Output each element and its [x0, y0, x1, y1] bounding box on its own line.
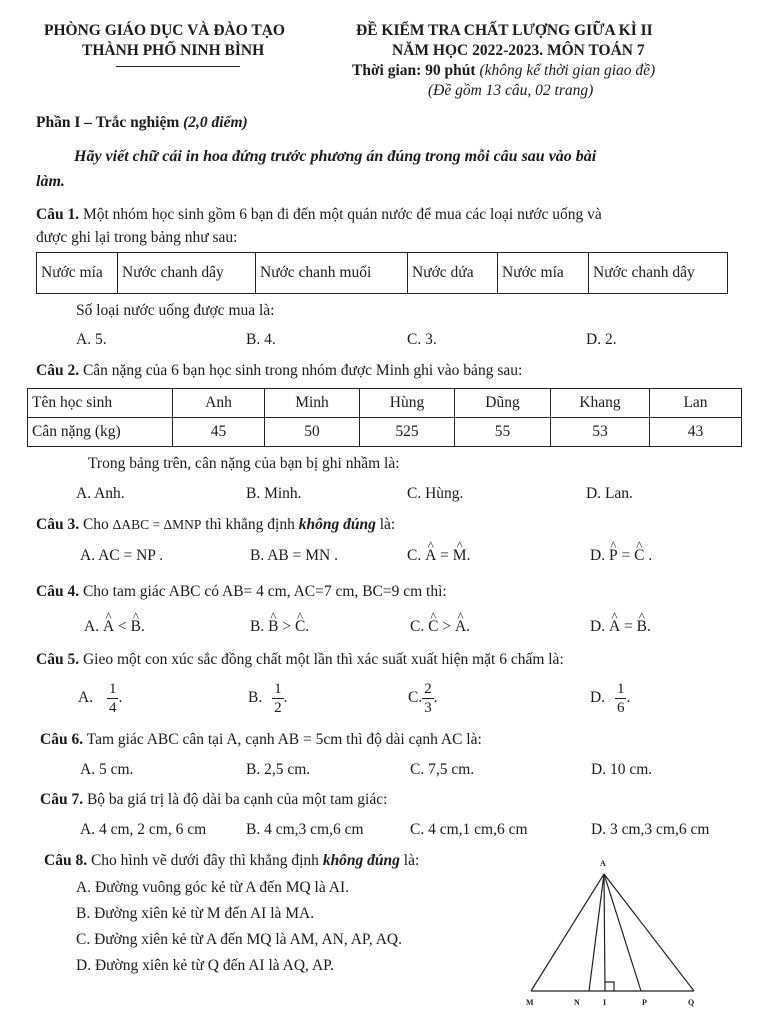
q8-option-d: D. Đường xiên kẻ từ Q đến AI là AQ, AP.: [76, 957, 334, 974]
org-line-2: THÀNH PHỐ NINH BÌNH: [82, 42, 265, 59]
exam-time-label: Thời gian: 90 phút: [352, 62, 476, 79]
table-cell: Nước dứa: [408, 253, 498, 294]
q5-option-c-letter: C.: [408, 689, 423, 707]
label-p: P: [642, 998, 647, 1007]
table-cell: Hùng: [360, 389, 455, 418]
q4-option-b: B. ^ B > ^ C.: [250, 618, 309, 636]
q3-option-a: A. AC = NP .: [80, 547, 164, 564]
right-angle-mark: [605, 982, 614, 991]
q7-option-b: B. 4 cm,3 cm,6 cm: [246, 821, 364, 838]
denominator: 6: [616, 700, 625, 716]
q1-drinks-table: [36, 252, 728, 294]
q3-option-c-letter: C.: [407, 547, 422, 564]
label-a: A: [600, 859, 606, 868]
segment-ap: [604, 874, 641, 991]
q4-option-b-letter: B.: [250, 618, 265, 635]
relation: >: [442, 618, 452, 635]
table-cell: 45: [173, 418, 265, 447]
q4-text: [36, 583, 447, 601]
q8-label: Câu 8.: [44, 852, 88, 869]
q5-option-b: B. $\frac{1}{2}$ .: [248, 681, 288, 716]
q4-option-a-letter: A.: [84, 618, 100, 635]
q1-text: Một nhóm học sinh gồm 6 bạn đi đến một quán nước để mua các loại nước uống và: [82, 206, 602, 223]
section-instruction-line-2: làm.: [36, 173, 65, 190]
q7-text: [40, 791, 387, 809]
q1-option-d: D. 2.: [586, 331, 617, 348]
q7-label: Câu 7.: [40, 791, 84, 808]
q8-option-a: A. Đường vuông góc kẻ từ A đến MQ là AI.: [76, 879, 349, 896]
q1-text-line-2: được ghi lại trong bảng như sau:: [36, 229, 238, 246]
section-title-label: Phần I – Trắc nghiệm: [36, 114, 180, 131]
exam-title: ĐỀ KIỂM TRA CHẤT LƯỢNG GIỮA KÌ II: [356, 22, 653, 39]
org-underline: [116, 66, 240, 67]
q7-question: Bộ ba giá trị là độ dài ba cạnh của một tam giác:: [86, 791, 388, 808]
relation: <: [118, 618, 127, 635]
angle-a: ^ A: [425, 547, 436, 565]
angle-p: ^ P: [609, 547, 618, 565]
exam-pages-note: (Đề gồm 13 câu, 02 trang): [428, 82, 594, 99]
q4-option-a: A. ^ A < ^ B.: [84, 618, 145, 636]
section-instruction-line-1: Hãy viết chữ cái in hoa đứng trước phương án đúng trong mỗi câu sau vào bài: [74, 148, 597, 165]
org-line-1: PHÒNG GIÁO DỤC VÀ ĐÀO TẠO: [44, 22, 285, 39]
numerator: 1: [108, 681, 117, 697]
q3-option-d-letter: D.: [590, 547, 606, 564]
table-cell: Nước chanh muối: [256, 253, 408, 294]
q5-label: Câu 5.: [36, 651, 80, 668]
relation: =: [624, 618, 633, 635]
q3-option-c: C. ^ A = ^ M.: [407, 547, 470, 565]
table-cell: Nước mía: [498, 253, 589, 294]
denominator: 2: [274, 700, 282, 716]
angle: ^ A: [609, 618, 620, 636]
angle-m: ^ M: [453, 547, 467, 565]
table-cell: Anh: [173, 389, 265, 418]
table-cell: Khang: [551, 389, 650, 418]
fraction: [422, 680, 434, 717]
q4-option-c: C. ^ C > ^ A.: [410, 618, 470, 636]
fraction: [615, 680, 627, 717]
q5-option-d-letter: D.: [590, 689, 606, 707]
q6-text: [40, 731, 482, 749]
segment-ai: [604, 874, 605, 991]
q3-text-b: thì khẳng định: [205, 516, 295, 533]
q2-option-c: C. Hùng.: [407, 485, 464, 502]
table-row: [37, 253, 728, 294]
fraction: [272, 680, 284, 717]
exam-year-subject: NĂM HỌC 2022-2023. MÔN TOÁN 7: [392, 42, 645, 59]
label-q: Q: [688, 998, 695, 1007]
numerator: 2: [424, 681, 432, 697]
q4-option-d: D. ^ A = ^ B.: [590, 618, 651, 636]
q4-label: Câu 4.: [36, 583, 80, 600]
q8-text: [44, 852, 419, 870]
q7-option-a: A. 4 cm, 2 cm, 6 cm: [80, 821, 207, 838]
exam-time: [352, 62, 655, 80]
q8-option-b: B. Đường xiên kẻ từ M đến AI là MA.: [76, 905, 315, 922]
q7-option-d: D. 3 cm,3 cm,6 cm: [591, 821, 710, 838]
angle: ^ A: [103, 618, 114, 636]
fraction: [107, 680, 119, 717]
q1-option-c: C. 3.: [407, 331, 437, 348]
q5-option-a: A. $\frac{1}{4}$ .: [78, 681, 123, 716]
table-row: [28, 418, 742, 447]
numerator: 1: [274, 681, 282, 697]
angle: ^ A: [455, 618, 466, 636]
segment-an: [589, 874, 604, 991]
q5-option-a-letter: A.: [78, 689, 94, 707]
q2-label: Câu 2.: [36, 362, 80, 379]
q1-option-a: A. 5.: [76, 331, 107, 348]
section-title: [36, 114, 248, 132]
q4-option-d-letter: D.: [590, 618, 606, 635]
table-header-cell: Tên học sinh: [28, 389, 173, 418]
q5-option-c: C. $\frac{2}{3}$ .: [408, 681, 438, 716]
q5-option-b-letter: B.: [248, 689, 263, 707]
q3-text-a: Cho: [82, 516, 109, 533]
q2-question: Cân nặng của 6 bạn học sinh trong nhóm được Minh ghi vào bảng sau:: [82, 362, 523, 379]
q2-option-b: B. Minh.: [246, 485, 302, 502]
q8-text-a: Cho hình vẽ dưới đây thì khẳng định: [90, 852, 319, 869]
q3-label: Câu 3.: [36, 516, 80, 533]
table-cell: Nước mía: [37, 253, 118, 294]
q3-option-d: D. ^ P = ^ C .: [590, 547, 652, 565]
q3-congruence: ΔABC = ΔMNP: [112, 517, 202, 532]
table-cell: Nước chanh dây: [589, 253, 728, 294]
q5-option-d: D. $\frac{1}{6}$ .: [590, 681, 631, 716]
q6-option-d: D. 10 cm.: [591, 761, 653, 778]
table-cell: Nước chanh dây: [118, 253, 256, 294]
q8-triangle-figure: [510, 852, 750, 1022]
segment-aq: [604, 874, 694, 991]
q1-prompt: Số loại nước uống được mua là:: [76, 302, 275, 319]
angle: ^ C: [428, 618, 438, 636]
q4-option-c-letter: C.: [410, 618, 425, 635]
denominator: 4: [108, 700, 117, 716]
q6-question: Tam giác ABC cân tại A, cạnh AB = 5cm thì độ dài cạnh AC là:: [86, 731, 482, 748]
angle: ^ B: [268, 618, 278, 636]
table-header-cell: Cân nặng (kg): [28, 418, 173, 447]
q1-option-b: B. 4.: [246, 331, 276, 348]
angle: ^ C: [295, 618, 305, 636]
segment-am: [531, 874, 604, 991]
q7-option-c: C. 4 cm,1 cm,6 cm: [410, 821, 528, 838]
numerator: 1: [616, 681, 625, 697]
q4-question: Cho tam giác ABC có AB= 4 cm, AC=7 cm, BC=9 cm thì:: [82, 583, 447, 600]
q2-text: [36, 362, 522, 380]
table-cell: 53: [551, 418, 650, 447]
label-i: I: [603, 998, 607, 1007]
q3-emphasis: không đúng: [298, 516, 376, 533]
angle: ^ B: [131, 618, 141, 636]
q1-label: Câu 1.: [36, 206, 80, 223]
q8-emphasis: không đúng: [322, 852, 400, 869]
table-cell: Dũng: [455, 389, 551, 418]
q2-option-a: A. Anh.: [76, 485, 125, 502]
exam-time-note: (không kể thời gian giao đề): [479, 62, 656, 79]
q3-option-b: B. AB = MN .: [250, 547, 338, 564]
table-cell: Minh: [265, 389, 360, 418]
angle-c: ^ C: [634, 547, 644, 565]
q1-text-line-1: [36, 206, 602, 224]
table-cell: 525: [360, 418, 455, 447]
table-cell: 55: [455, 418, 551, 447]
q3-text: [36, 516, 395, 534]
q8-option-c: C. Đường xiên kẻ từ A đến MQ là AM, AN, AP, AQ.: [76, 931, 402, 948]
q8-text-c: là:: [403, 852, 420, 869]
table-row: [28, 389, 742, 418]
q3-text-c: là:: [379, 516, 396, 533]
relation: >: [282, 618, 292, 635]
table-cell: Lan: [650, 389, 742, 418]
q5-question: Gieo một con xúc sắc đồng chất một lần thì xác suất xuất hiện mặt 6 chấm là:: [82, 651, 564, 668]
angle: ^ B: [637, 618, 647, 636]
q6-label: Câu 6.: [40, 731, 84, 748]
q6-option-c: C. 7,5 cm.: [410, 761, 475, 778]
label-m: M: [526, 998, 534, 1007]
label-n: N: [574, 998, 580, 1007]
q2-weights-table: [27, 388, 742, 447]
denominator: 3: [424, 700, 432, 716]
table-cell: 50: [265, 418, 360, 447]
section-points: (2,0 điểm): [183, 114, 248, 131]
q6-option-a: A. 5 cm.: [80, 761, 134, 778]
q5-text: [36, 651, 564, 669]
q6-option-b: B. 2,5 cm.: [246, 761, 311, 778]
q2-prompt: Trong bảng trên, cân nặng của bạn bị ghi nhầm là:: [88, 455, 400, 472]
table-cell: 43: [650, 418, 742, 447]
q2-option-d: D. Lan.: [586, 485, 633, 502]
